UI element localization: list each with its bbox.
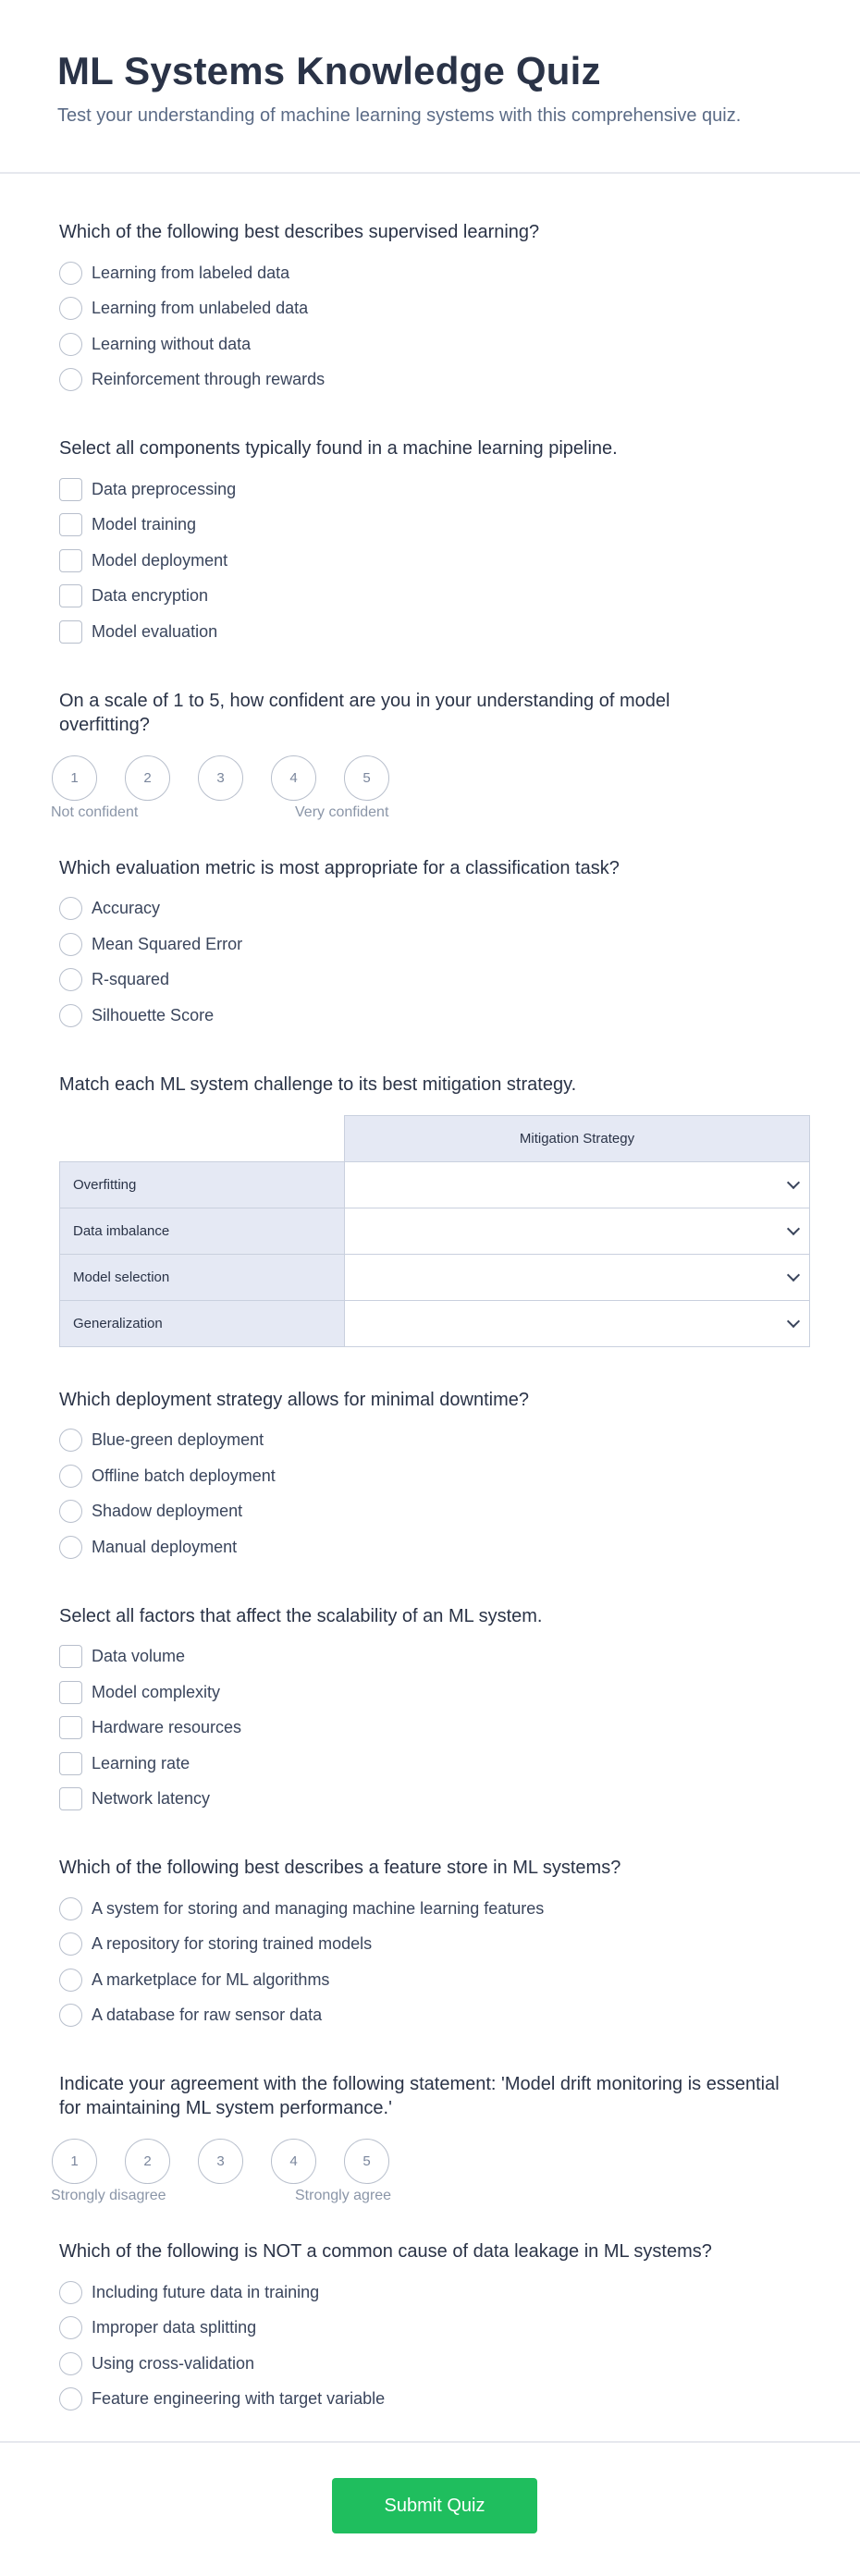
question-title: Match each ML system challenge to its best mitigation strategy. (59, 1073, 577, 1095)
checkbox[interactable] (59, 584, 82, 607)
chevron-down-icon (787, 1222, 800, 1235)
radio-button[interactable] (59, 1500, 82, 1523)
option-label: Data encryption (92, 586, 209, 606)
option-label: Manual deployment (92, 1537, 238, 1556)
rating-option[interactable]: 4 (271, 755, 316, 801)
question-title: Select all components typically found in a machine learning pipeline. (59, 438, 618, 459)
question-5 (59, 1034, 803, 1347)
radio-option[interactable] (59, 998, 803, 1034)
matrix-row-header: Overfitting (60, 1161, 345, 1208)
scale-low-label: Strongly disagree (51, 2188, 166, 2203)
radio-option[interactable] (59, 963, 803, 999)
question-title: Select all factors that affect the scalability of an ML system. (59, 1605, 543, 1626)
chevron-down-icon (787, 1315, 800, 1328)
submit-quiz-button[interactable]: Submit Quiz (332, 2478, 537, 2533)
checkbox-option[interactable] (59, 1746, 803, 1782)
rating-option[interactable]: 3 (198, 2139, 243, 2184)
radio-button[interactable] (59, 1969, 82, 1992)
radio-option[interactable] (59, 1458, 803, 1494)
checkbox-option[interactable] (59, 543, 803, 579)
checkbox[interactable] (59, 513, 82, 536)
option-label: Shadow deployment (92, 1502, 243, 1521)
chevron-down-icon (787, 1269, 800, 1282)
question-2 (59, 398, 803, 650)
radio-option[interactable] (59, 1529, 803, 1565)
matrix-row-header: Data imbalance (60, 1208, 345, 1254)
matrix-corner (60, 1115, 345, 1161)
question-title: Which of the following best describes supervised learning? (59, 222, 540, 242)
radio-button[interactable] (59, 333, 82, 356)
matrix-row-header: Model selection (60, 1254, 345, 1300)
radio-option[interactable] (59, 291, 803, 327)
checkbox-option[interactable] (59, 1782, 803, 1818)
radio-option[interactable] (59, 1423, 803, 1459)
rating-option[interactable]: 2 (125, 2139, 170, 2184)
option-label: Model complexity (92, 1682, 221, 1701)
question-title: Which of the following is NOT a common cause of data leakage in ML systems? (59, 2241, 712, 2262)
question-4 (59, 825, 803, 1034)
scale-high-label: Strongly agree (295, 2188, 392, 2203)
option-label: Reinforcement through rewards (92, 370, 326, 389)
question-title: Indicate your agreement with the following statement: 'Model drift monitoring is essential for maintaining ML system performance.' (59, 2074, 780, 2118)
radio-option[interactable] (59, 1998, 803, 2034)
checkbox[interactable] (59, 1716, 82, 1739)
option-label: Learning rate (92, 1753, 190, 1773)
question-10 (59, 2208, 803, 2417)
matrix-dropdown[interactable] (345, 1208, 810, 1254)
question-9 (51, 2033, 803, 2208)
radio-button[interactable] (59, 1004, 82, 1027)
checkbox[interactable] (59, 1787, 82, 1810)
chevron-down-icon (787, 1176, 800, 1189)
radio-option[interactable] (59, 926, 803, 963)
question-8 (59, 1817, 803, 2033)
radio-button[interactable] (59, 2281, 82, 2304)
radio-button[interactable] (59, 1536, 82, 1559)
radio-button[interactable] (59, 1897, 82, 1920)
option-label: Blue-green deployment (92, 1430, 264, 1450)
radio-button[interactable] (59, 2352, 82, 2375)
radio-button[interactable] (59, 2316, 82, 2339)
option-label: A system for storing and managing machine learning features (92, 1898, 545, 1918)
question-title: Which evaluation metric is most appropriate for a classification task? (59, 857, 620, 878)
option-label: Learning without data (92, 334, 252, 353)
radio-option[interactable] (59, 2311, 803, 2347)
rating-option[interactable]: 2 (125, 755, 170, 801)
radio-option[interactable] (59, 891, 803, 927)
checkbox[interactable] (59, 478, 82, 501)
option-label: Model training (92, 515, 197, 534)
option-label: A database for raw sensor data (92, 2006, 323, 2025)
radio-button[interactable] (59, 968, 82, 991)
checkbox-option[interactable] (59, 614, 803, 650)
option-label: Data preprocessing (92, 479, 237, 498)
option-label: R-squared (92, 970, 170, 989)
option-label: Silhouette Score (92, 1005, 215, 1024)
page-title: ML Systems Knowledge Quiz (57, 49, 601, 92)
option-label: A repository for storing trained models (92, 1934, 373, 1954)
option-label: Feature engineering with target variable (92, 2389, 386, 2409)
option-label: A marketplace for ML algorithms (92, 1969, 330, 1989)
question-3 (51, 650, 803, 825)
page-subtitle: Test your understanding of machine learning systems with this comprehensive quiz. (57, 105, 742, 126)
checkbox[interactable] (59, 1681, 82, 1704)
radio-button[interactable] (59, 2387, 82, 2410)
radio-button[interactable] (59, 1429, 82, 1452)
question-title: Which deployment strategy allows for minimal downtime? (59, 1389, 529, 1410)
quiz-form (0, 174, 860, 2417)
rating-option[interactable]: 5 (344, 2139, 389, 2184)
radio-option[interactable] (59, 326, 803, 362)
matrix-dropdown[interactable] (345, 1254, 810, 1300)
rating-option[interactable]: 1 (52, 2139, 97, 2184)
option-label: Learning from labeled data (92, 263, 290, 282)
option-label: Offline batch deployment (92, 1466, 276, 1485)
radio-option[interactable] (59, 1891, 803, 1927)
option-label: Learning from unlabeled data (92, 299, 309, 318)
checkbox-option[interactable] (59, 1639, 803, 1675)
checkbox[interactable] (59, 549, 82, 572)
checkbox-option[interactable] (59, 508, 803, 544)
option-label: Including future data in training (92, 2282, 320, 2301)
matrix-table (59, 1115, 810, 1347)
radio-button[interactable] (59, 897, 82, 920)
matrix-dropdown[interactable] (345, 1161, 810, 1208)
rating-option[interactable]: 1 (52, 755, 97, 801)
question-title: Which of the following best describes a feature store in ML systems? (59, 1858, 621, 1878)
checkbox-option[interactable] (59, 472, 803, 508)
option-label: Model evaluation (92, 621, 218, 641)
option-label: Improper data splitting (92, 2318, 257, 2337)
option-label: Using cross-validation (92, 2353, 255, 2373)
page-header (0, 0, 860, 174)
matrix-dropdown[interactable] (345, 1300, 810, 1346)
checkbox[interactable] (59, 620, 82, 644)
rating-scale (52, 755, 803, 801)
radio-button[interactable] (59, 2004, 82, 2027)
radio-option[interactable] (59, 2275, 803, 2311)
radio-option[interactable] (59, 1962, 803, 1998)
checkbox[interactable] (59, 1645, 82, 1668)
question-title: On a scale of 1 to 5, how confident are you in your understanding of model overfitting? (59, 690, 670, 735)
option-label: Accuracy (92, 899, 161, 918)
radio-button[interactable] (59, 1932, 82, 1956)
checkbox-option[interactable] (59, 1674, 803, 1711)
question-1 (59, 174, 803, 398)
radio-option[interactable] (59, 1494, 803, 1530)
radio-button[interactable] (59, 933, 82, 956)
radio-button[interactable] (59, 1465, 82, 1488)
radio-option[interactable] (59, 255, 803, 291)
option-label: Mean Squared Error (92, 934, 243, 953)
scale-high-label: Very confident (295, 803, 389, 820)
rating-scale (52, 2139, 803, 2184)
radio-button[interactable] (59, 368, 82, 391)
checkbox[interactable] (59, 1752, 82, 1775)
rating-option[interactable]: 5 (344, 755, 389, 801)
radio-button[interactable] (59, 297, 82, 320)
option-label: Model deployment (92, 550, 228, 570)
radio-option[interactable] (59, 2382, 803, 2418)
rating-option[interactable]: 3 (198, 755, 243, 801)
form-footer (0, 2441, 860, 2576)
scale-low-label: Not confident (51, 803, 139, 820)
rating-option[interactable]: 4 (271, 2139, 316, 2184)
matrix-column-header: Mitigation Strategy (345, 1115, 810, 1161)
question-7 (59, 1565, 803, 1818)
radio-button[interactable] (59, 262, 82, 285)
radio-option[interactable] (59, 2346, 803, 2382)
scale-labels (51, 2188, 803, 2208)
option-label: Data volume (92, 1647, 186, 1666)
question-6 (59, 1347, 803, 1565)
checkbox-option[interactable] (59, 579, 803, 615)
option-label: Hardware resources (92, 1718, 242, 1737)
radio-option[interactable] (59, 1927, 803, 1963)
matrix-row-header: Generalization (60, 1300, 345, 1346)
scale-labels (51, 803, 803, 825)
checkbox-option[interactable] (59, 1711, 803, 1747)
radio-option[interactable] (59, 362, 803, 399)
option-label: Network latency (92, 1789, 211, 1809)
